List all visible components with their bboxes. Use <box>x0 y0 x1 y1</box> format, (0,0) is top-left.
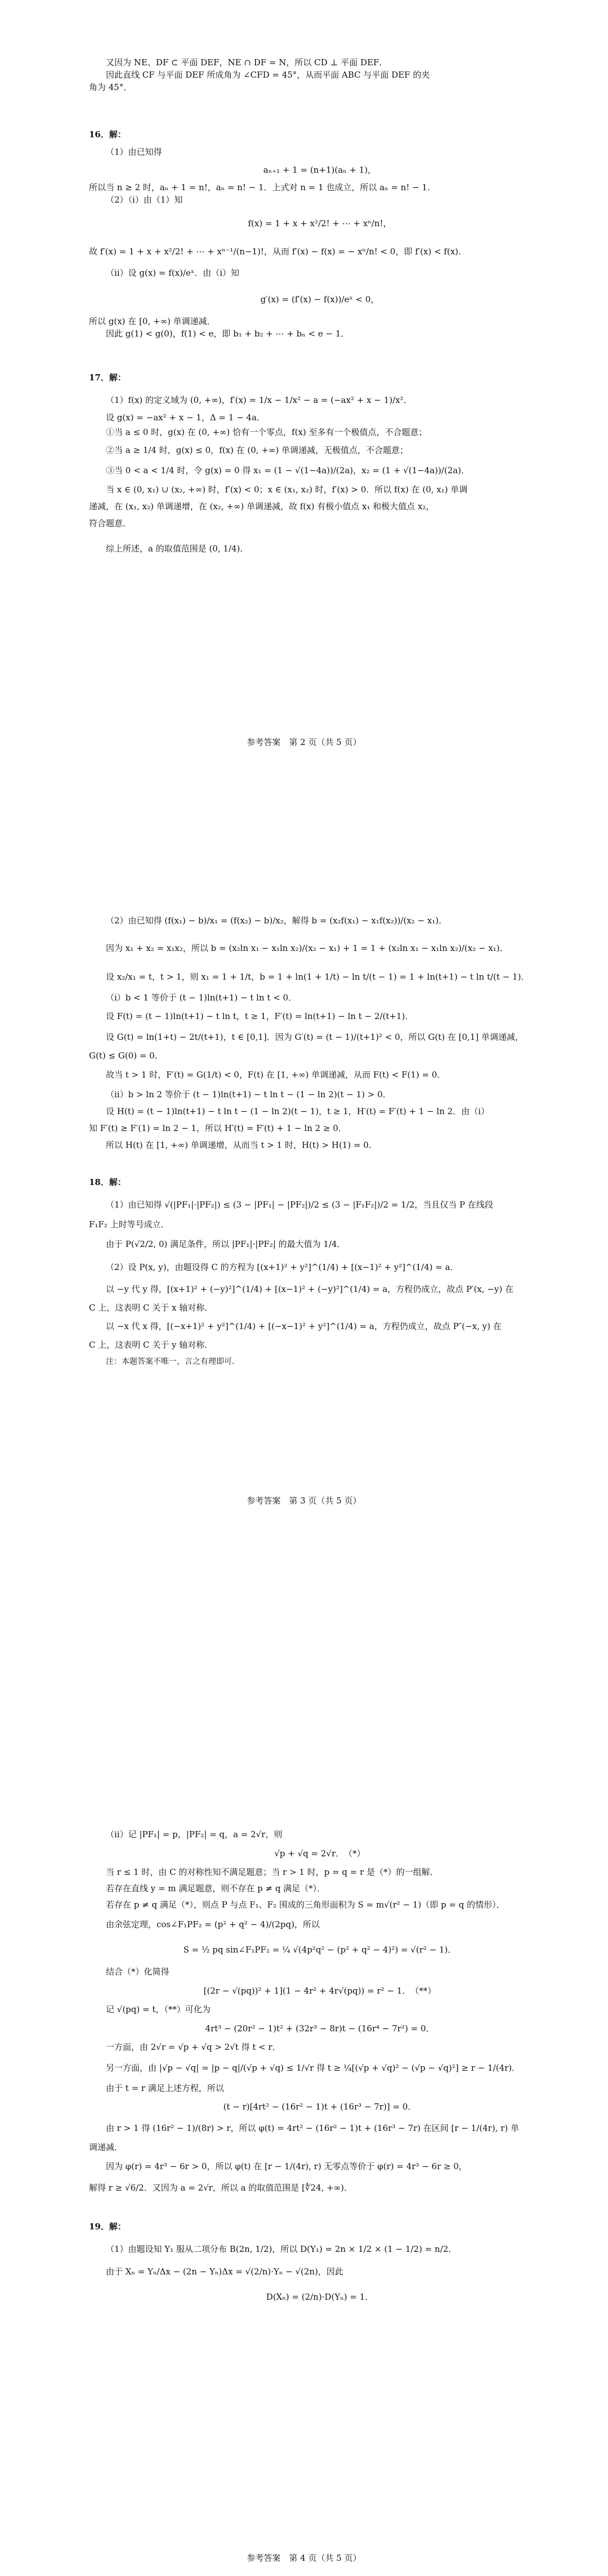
text-line: （2）（ⅰ）由（1）知 <box>106 195 183 205</box>
page-3-content <box>89 909 551 1370</box>
text-line: （1）由已知得 √(|PF₁|·|PF₂|) ≤ (3 − |PF₁| − |PF₂|)/2 ≤ (3 − |F₁F₂|)/2 = 1/2，当且仅当 P 在线段 <box>106 1200 493 1210</box>
question-19-title: 19．解： <box>89 2222 126 2232</box>
text-line: 递减，在 (x₁, x₂) 单调递增，在 (x₂, +∞) 单调递减，故 f(x) 有极小值点 x₁ 和极大值点 x₂， <box>89 501 435 511</box>
answer-page-2 <box>0 0 608 762</box>
text-line: 符合题意． <box>89 518 132 528</box>
text-line: 因此直线 CF 与平面 DEF 所成角为 ∠CFD = 45°，从而平面 ABC 与平面 DEF 的夹 <box>106 70 430 80</box>
text-line: 设 g(x) = −ax² + x − 1，Δ = 1 − 4a． <box>106 412 265 423</box>
text-line: （2）设 P(x, y)，由题设得 C 的方程为 [(x+1)² + y²]^(1/4) + [(x−1)² + y²]^(1/4) = a． <box>106 1262 459 1272</box>
text-line: 若存在 p ≠ q 满足（*），则点 P 与点 F₁、F₂ 围成的三角形面积为 S = m√(r² − 1)（即 p = q 的情形）． <box>106 1900 505 1910</box>
equation: (t − r)[4rt² − (16r² − 1)t + (16r³ − 7r)] = 0． <box>223 2102 417 2112</box>
page-footer: 参考答案 第 4 页（共 5 页） <box>247 2553 361 2563</box>
text-line: 综上所述，a 的取值范围是 (0, 1/4)． <box>106 544 249 554</box>
text-line: （ⅱ）记 |PF₁| = p，|PF₂| = q，a = 2√r，则 <box>106 1829 283 1839</box>
text-line: 若存在直线 y = m 满足题意，则不存在 p ≠ q 满足（*）． <box>106 1883 326 1893</box>
text-line: 以 −x 代 x 得，[(−x+1)² + y²]^(1/4) + [(−x−1)² + y²]^(1/4) = a，方程仍成立，故点 P″(−x, y) 在 <box>106 1321 502 1331</box>
question-17-title: 17．解： <box>89 373 126 383</box>
text-line: （2）由已知得 (f(x₁) − b)/x₁ = (f(x₂) − b)/x₂，解得 b = (x₂f(x₁) − x₁f(x₂))/(x₂ − x₁)． <box>106 915 448 926</box>
text-line: （ⅱ）设 g(x) = f(x)/eˣ．由（ⅰ）知 <box>106 268 240 278</box>
note-text: 注：本题答案不唯一，言之有理即可． <box>106 1357 240 1366</box>
equation: [(2r − √(pq))² + 1](1 − 4r² + 4r√(pq)) = r² − 1． （**） <box>203 1986 436 1996</box>
text-line: （ⅱ）b > ln 2 等价于 (t − 1)ln(t+1) − t ln t − (1 − ln 2)(t − 1) > 0． <box>106 1089 391 1099</box>
text-line: （1）由题设知 Y₁ 服从二项分布 B(2n, 1/2)，所以 D(Y₁) = 2n × 1/2 × (1 − 1/2) = n/2． <box>106 2244 457 2254</box>
text-line: （ⅰ）b < 1 等价于 (t − 1)ln(t+1) − t ln t < 0． <box>106 993 297 1003</box>
text-line: 由 r > 1 得 (16r² − 1)/(8r) > r，所以 φ(t) = 4rt² − (16r² − 1)t + (16r³ − 7r) 在区间 [r − 1/(4r), r) 单 <box>106 2123 520 2133</box>
answer-page-3 <box>0 906 608 1705</box>
page-4-content <box>89 1826 551 2310</box>
equation: D(Xₙ) = (2/n)·D(Yₙ) = 1． <box>266 2292 374 2302</box>
text-line: 记 √(pq) = t，（**）可化为 <box>106 2004 211 2014</box>
text-line: 角为 45°． <box>89 82 132 92</box>
equation: S = ½ pq sin∠F₁PF₂ = ¼ √(4p²q² − (p² + q² − 4)²) = √(r² − 1)． <box>183 1945 457 1955</box>
text-line: 由于 t = r 满足上述方程，所以 <box>106 2083 224 2093</box>
text-line: 一方面，由 2√r = √p + √q > 2√t 得 t < r． <box>106 2042 281 2052</box>
text-line: 设 G(t) = ln(1+t) − 2t/(t+1)，t ∈ [0,1]．因为 G′(t) = (t − 1)/(t+1)² < 0，所以 G(t) 在 [0,1] 单调递减， <box>106 1032 524 1042</box>
page-footer: 参考答案 第 3 页（共 5 页） <box>247 1496 361 1506</box>
text-line: 结合（*）化简得 <box>106 1967 169 1977</box>
text-line: 当 x ∈ (0, x₁) ∪ (x₂, +∞) 时，f′(x) < 0；x ∈ (x₁, x₂) 时，f′(x) > 0．所以 f(x) 在 (0, x₁) 单调 <box>106 484 468 495</box>
question-18-title: 18．解： <box>89 1177 126 1187</box>
text-line: 另一方面，由 |√p − √q| = |p − q|/(√p + √q) ≤ 1/√r 得 t ≥ ¼[(√p + √q)² − (√p − √q)²] ≥ r − 1/(4r)． <box>106 2063 521 2073</box>
text-line: 故 f′(x) = 1 + x + x²/2! + ⋯ + xⁿ⁻¹/(n−1)!，从而 f′(x) − f(x) = − xⁿ/n! < 0，即 f′(x) < f(x)． <box>89 246 467 257</box>
page-2-content <box>89 56 551 561</box>
question-16-title: 16．解： <box>89 129 126 140</box>
equation: √p + √q = 2√r． （*） <box>274 1848 365 1859</box>
page-footer: 参考答案 第 2 页（共 5 页） <box>247 737 361 747</box>
text-line: ①当 a ≤ 0 时，g(x) 在 (0, +∞) 恰有一个零点，f(x) 至多有一个极值点，不合题意； <box>106 427 427 437</box>
text-line: 所以 H(t) 在 [1, +∞) 单调递增，从而当 t > 1 时，H(t) > H(1) = 0． <box>106 1140 377 1150</box>
equation: f(x) = 1 + x + x²/2! + ⋯ + xⁿ/n!， <box>248 218 392 228</box>
equation: aₙ₊₁ + 1 = (n+1)(aₙ + 1)， <box>263 165 377 175</box>
text-line: 所以 g(x) 在 [0, +∞) 单调递减． <box>89 316 216 326</box>
text-line: 调递减． <box>89 2142 123 2152</box>
text-line: G(t) ≤ G(0) = 0． <box>89 1051 163 1061</box>
text-line: C 上，这表明 C 关于 x 轴对称． <box>89 1303 213 1313</box>
text-line: ②当 a ≥ 1/4 时，g(x) ≤ 0，f(x) 在 (0, +∞) 单调递减，无极值点，不合题意； <box>106 445 409 455</box>
text-line: （1）由已知得 <box>106 147 162 157</box>
answer-page-4 <box>0 1826 608 2576</box>
text-line: 由余弦定理，cos∠F₁PF₂ = (p² + q² − 4)/(2pq)，所以 <box>106 1919 320 1929</box>
text-line: 因为 φ(r) = 4r³ − 6r > 0，所以 φ(t) 在 [r − 1/(4r), r) 无零点等价于 φ(r) = 4r³ − 6r ≥ 0， <box>106 2161 467 2171</box>
text-line: 设 H(t) = (t − 1)ln(t+1) − t ln t − (1 − ln 2)(t − 1)，t ≥ 1，H′(t) = F′(t) + 1 − ln 2．由（ⅰ） <box>106 1106 489 1116</box>
text-line: 解得 r ≥ √6/2．又因为 a = 2√r，所以 a 的取值范围是 [∜24, +∞)． <box>89 2183 353 2193</box>
text-line: 设 x₂/x₁ = t，t > 1，则 x₁ = 1 + 1/t，b = 1 + ln(1 + 1/t) − ln t/(t − 1) = 1 + ln(t+1) − t ln t/(t − 1)． <box>106 972 530 982</box>
text-line: ③当 0 < a < 1/4 时，令 g(x) = 0 得 x₁ = (1 − √(1−4a))/(2a)，x₂ = (1 + √(1−4a))/(2a)． <box>106 465 470 475</box>
text-line: 故当 t > 1 时，F′(t) = G(1/t) < 0，F(t) 在 [1, +∞) 单调递减，从而 F(t) < F(1) = 0． <box>106 1070 446 1080</box>
text-line: 知 F′(t) ≥ F′(1) = ln 2 − 1，所以 H′(t) = F′(t) + 1 − ln 2 ≥ 0． <box>89 1123 347 1133</box>
text-line: 由于 P(√2/2, 0) 满足条件，所以 |PF₁|·|PF₂| 的最大值为 1/4． <box>106 1239 346 1249</box>
text-line: 设 F(t) = (t − 1)ln(t+1) − t ln t，t ≥ 1，F′(t) = ln(t+1) − ln t − 2/(t+1)． <box>106 1011 414 1021</box>
text-line: 以 −y 代 y 得，[(x+1)² + (−y)²]^(1/4) + [(x−1)² + (−y)²]^(1/4) = a，方程仍成立，故点 P′(x, −y) 在 <box>106 1284 514 1294</box>
text-line: （1）f(x) 的定义域为 (0, +∞)，f′(x) = 1/x − 1/x² − a = (−ax² + x − 1)/x²． <box>106 395 412 405</box>
text-line: F₁F₂ 上时等号成立． <box>89 1219 169 1229</box>
text-line: 因为 x₁ + x₂ = x₁x₂，所以 b = (x₂ln x₁ − x₁ln x₂)/(x₂ − x₁) + 1 = 1 + (x₂ln x₁ − x₁ln x₂)/(x₂ − x₁)． <box>106 943 508 953</box>
equation: 4rt³ − (20r² − 1)t² + (32r³ − 8r)t − (16r⁴ − 7r²) = 0． <box>205 2023 435 2034</box>
equation: g′(x) = (f′(x) − f(x))/eˣ < 0， <box>260 294 379 304</box>
text-line: 所以当 n ≥ 2 时，aₙ + 1 = n!，aₙ = n! − 1．上式对 n = 1 也成立，所以 aₙ = n! − 1． <box>89 182 436 192</box>
text-line: 又因为 NE、DF ⊂ 平面 DEF，NE ∩ DF = N，所以 CD ⊥ 平面 DEF． <box>106 57 388 68</box>
text-line: C 上，这表明 C 关于 y 轴对称． <box>89 1340 213 1350</box>
text-line: 由于 Xₙ = Yₙ/Δx − (2n − Yₙ)Δx = √(2/n)·Yₙ − √(2n)，因此 <box>106 2267 343 2277</box>
text-line: 当 r ≤ 1 时，由 C 的对称性知不满足题意；当 r > 1 时，p = q = r 是（*）的一组解． <box>106 1867 439 1877</box>
text-line: 因此 g(1) < g(0)，f(1) < e，即 b₁ + b₂ + ⋯ + bₙ < e − 1． <box>106 329 350 339</box>
